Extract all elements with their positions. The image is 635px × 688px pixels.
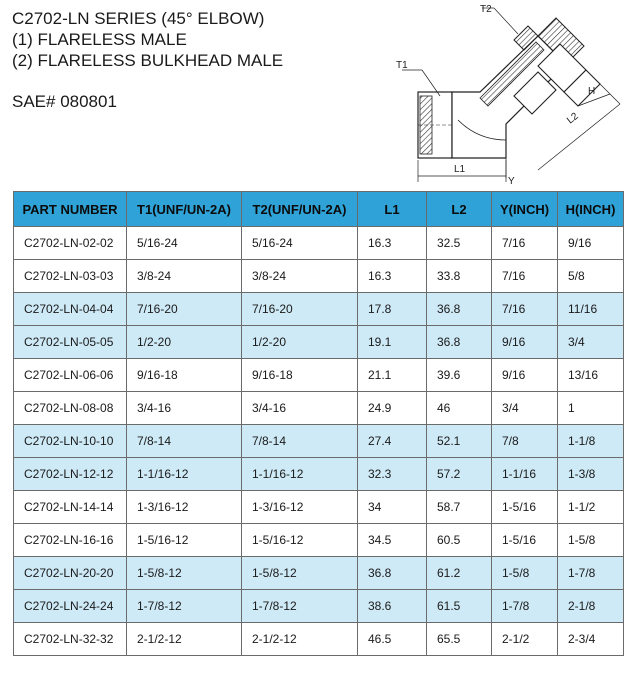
cell-t1: 7/16-20 xyxy=(127,293,242,326)
cell-t2: 5/16-24 xyxy=(242,227,358,260)
cell-h: 5/8 xyxy=(558,260,624,293)
table-row xyxy=(14,524,624,557)
cell-y: 7/16 xyxy=(492,260,558,293)
cell-h: 1-3/8 xyxy=(558,458,624,491)
cell-l2: 36.8 xyxy=(427,326,492,359)
cell-t2: 7/8-14 xyxy=(242,425,358,458)
spec-table xyxy=(13,191,624,656)
cell-l1: 16.3 xyxy=(358,227,427,260)
cell-y: 1-1/16 xyxy=(492,458,558,491)
cell-t2: 7/16-20 xyxy=(242,293,358,326)
cell-l1: 21.1 xyxy=(358,359,427,392)
cell-h: 1-1/8 xyxy=(558,425,624,458)
cell-l1: 34.5 xyxy=(358,524,427,557)
cell-l2: 61.2 xyxy=(427,557,492,590)
cell-y: 1-5/16 xyxy=(492,491,558,524)
cell-t2: 1-3/16-12 xyxy=(242,491,358,524)
cell-l2: 46 xyxy=(427,392,492,425)
cell-part-number: C2702-LN-08-08 xyxy=(14,392,127,425)
cell-t2: 9/16-18 xyxy=(242,359,358,392)
cell-part-number: C2702-LN-20-20 xyxy=(14,557,127,590)
cell-y: 2-1/2 xyxy=(492,623,558,656)
cell-t1: 1-5/16-12 xyxy=(127,524,242,557)
cell-t2: 1-5/8-12 xyxy=(242,557,358,590)
cell-l1: 36.8 xyxy=(358,557,427,590)
label-y: Y xyxy=(508,176,515,187)
subtitle-flareless-male: (1) FLARELESS MALE xyxy=(12,30,187,49)
cell-l1: 38.6 xyxy=(358,590,427,623)
cell-t1: 3/4-16 xyxy=(127,392,242,425)
cell-l1: 27.4 xyxy=(358,425,427,458)
cell-h: 2-3/4 xyxy=(558,623,624,656)
cell-t1: 5/16-24 xyxy=(127,227,242,260)
table-row xyxy=(14,557,624,590)
table-row xyxy=(14,623,624,656)
cell-t1: 1/2-20 xyxy=(127,326,242,359)
cell-part-number: C2702-LN-16-16 xyxy=(14,524,127,557)
cell-l1: 16.3 xyxy=(358,260,427,293)
cell-part-number: C2702-LN-02-02 xyxy=(14,227,127,260)
cell-part-number: C2702-LN-12-12 xyxy=(14,458,127,491)
cell-l2: 52.1 xyxy=(427,425,492,458)
label-l2: L2 xyxy=(565,110,581,127)
cell-h: 3/4 xyxy=(558,326,624,359)
cell-h: 11/16 xyxy=(558,293,624,326)
cell-h: 9/16 xyxy=(558,227,624,260)
header-t1: T1(UNF/UN-2A) xyxy=(127,192,242,227)
cell-l2: 65.5 xyxy=(427,623,492,656)
elbow-fitting-drawing xyxy=(388,0,628,188)
cell-h: 1-1/2 xyxy=(558,491,624,524)
cell-y: 9/16 xyxy=(492,359,558,392)
table-row xyxy=(14,326,624,359)
cell-part-number: C2702-LN-03-03 xyxy=(14,260,127,293)
male-thread-body xyxy=(418,92,452,158)
cell-l1: 17.8 xyxy=(358,293,427,326)
cell-h: 1 xyxy=(558,392,624,425)
cell-t2: 1-5/16-12 xyxy=(242,524,358,557)
cell-part-number: C2702-LN-04-04 xyxy=(14,293,127,326)
cell-t2: 2-1/2-12 xyxy=(242,623,358,656)
table-row xyxy=(14,227,624,260)
cell-y: 7/16 xyxy=(492,227,558,260)
cell-y: 7/8 xyxy=(492,425,558,458)
cell-y: 1-5/16 xyxy=(492,524,558,557)
header-y: Y(INCH) xyxy=(492,192,558,227)
cell-l2: 61.5 xyxy=(427,590,492,623)
cell-l2: 36.8 xyxy=(427,293,492,326)
cell-part-number: C2702-LN-06-06 xyxy=(14,359,127,392)
cell-t1: 2-1/2-12 xyxy=(127,623,242,656)
cell-part-number: C2702-LN-24-24 xyxy=(14,590,127,623)
cell-l1: 19.1 xyxy=(358,326,427,359)
table-row xyxy=(14,590,624,623)
cell-y: 1-5/8 xyxy=(492,557,558,590)
subtitle-flareless-bulkhead-male: (2) FLARELESS BULKHEAD MALE xyxy=(12,51,284,70)
cell-t2: 1/2-20 xyxy=(242,326,358,359)
cell-t1: 1-5/8-12 xyxy=(127,557,242,590)
cell-l2: 57.2 xyxy=(427,458,492,491)
table-row xyxy=(14,359,624,392)
label-h: H xyxy=(588,86,596,97)
cell-h: 2-1/8 xyxy=(558,590,624,623)
table-header-row xyxy=(14,192,624,227)
header-t2: T2(UNF/UN-2A) xyxy=(242,192,358,227)
table-row xyxy=(14,293,624,326)
cell-t1: 3/8-24 xyxy=(127,260,242,293)
sae-number: SAE# 080801 xyxy=(12,92,117,111)
table-row xyxy=(14,392,624,425)
header-l1: L1 xyxy=(358,192,427,227)
header-h: H(INCH) xyxy=(558,192,624,227)
cell-t1: 7/8-14 xyxy=(127,425,242,458)
cell-t2: 3/8-24 xyxy=(242,260,358,293)
cell-t2: 1-1/16-12 xyxy=(242,458,358,491)
cell-l1: 34 xyxy=(358,491,427,524)
table-row xyxy=(14,491,624,524)
cell-l1: 32.3 xyxy=(358,458,427,491)
cell-y: 1-7/8 xyxy=(492,590,558,623)
title-block xyxy=(12,8,283,71)
header-l2: L2 xyxy=(427,192,492,227)
cell-t2: 3/4-16 xyxy=(242,392,358,425)
cell-l2: 60.5 xyxy=(427,524,492,557)
cell-y: 3/4 xyxy=(492,392,558,425)
table-row xyxy=(14,260,624,293)
label-t2: T2 xyxy=(480,4,492,15)
table-row xyxy=(14,458,624,491)
cell-y: 7/16 xyxy=(492,293,558,326)
cell-h: 1-7/8 xyxy=(558,557,624,590)
cell-l2: 33.8 xyxy=(427,260,492,293)
cell-part-number: C2702-LN-32-32 xyxy=(14,623,127,656)
cell-l2: 32.5 xyxy=(427,227,492,260)
label-l1: L1 xyxy=(454,164,466,175)
cell-part-number: C2702-LN-05-05 xyxy=(14,326,127,359)
cell-part-number: C2702-LN-14-14 xyxy=(14,491,127,524)
cell-l2: 58.7 xyxy=(427,491,492,524)
cell-part-number: C2702-LN-10-10 xyxy=(14,425,127,458)
table-row xyxy=(14,425,624,458)
cell-t1: 1-1/16-12 xyxy=(127,458,242,491)
cell-l2: 39.6 xyxy=(427,359,492,392)
cell-t1: 1-3/16-12 xyxy=(127,491,242,524)
cell-h: 13/16 xyxy=(558,359,624,392)
cell-y: 9/16 xyxy=(492,326,558,359)
cell-t1: 9/16-18 xyxy=(127,359,242,392)
series-title: C2702-LN SERIES (45° ELBOW) xyxy=(12,9,265,28)
cell-l1: 46.5 xyxy=(358,623,427,656)
cell-t2: 1-7/8-12 xyxy=(242,590,358,623)
cell-l1: 24.9 xyxy=(358,392,427,425)
label-t1: T1 xyxy=(396,60,408,71)
cell-h: 1-5/8 xyxy=(558,524,624,557)
header-part-number: PART NUMBER xyxy=(14,192,127,227)
cell-t1: 1-7/8-12 xyxy=(127,590,242,623)
